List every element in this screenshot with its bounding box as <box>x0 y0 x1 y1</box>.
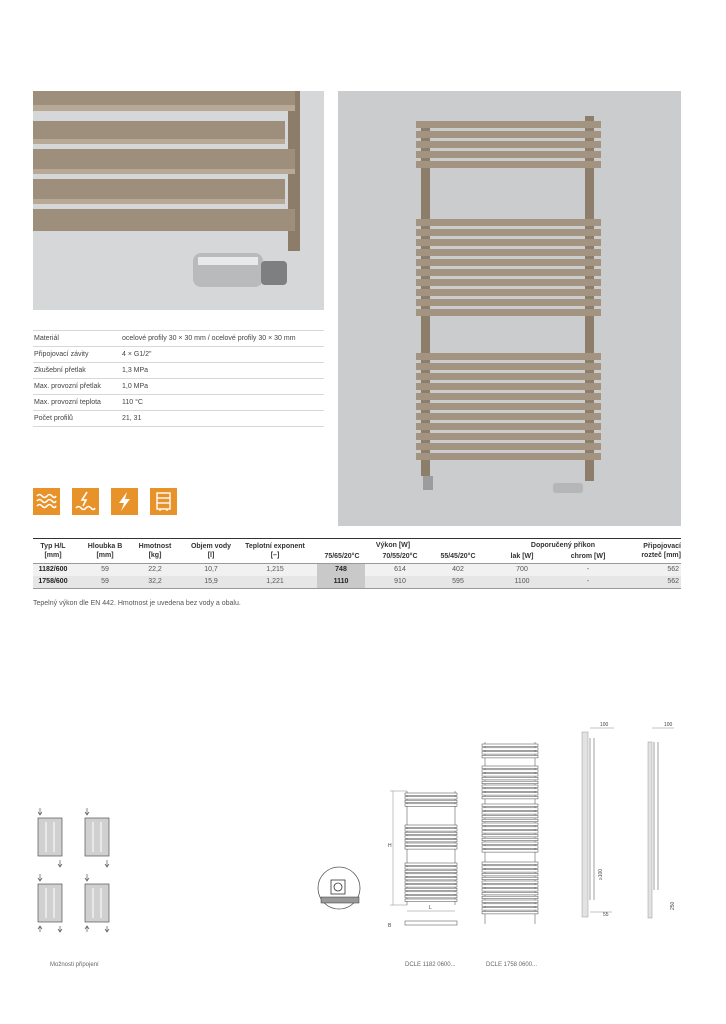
cell-exponent: 1,221 <box>266 578 284 585</box>
rail <box>416 433 601 440</box>
water-electric-icon <box>72 488 99 515</box>
dim-L: L <box>429 905 432 911</box>
connection-options-diagram <box>30 800 120 940</box>
rail <box>416 299 601 306</box>
rail <box>482 789 538 792</box>
header-text: Objem vody <box>190 543 232 550</box>
spec-value: 1,0 MPa <box>122 383 149 390</box>
rail <box>405 899 457 902</box>
rail <box>482 834 538 837</box>
rail <box>482 873 538 876</box>
rail <box>482 831 538 834</box>
rail <box>416 289 601 296</box>
table-row <box>33 576 681 589</box>
rail <box>482 796 538 799</box>
header-depth <box>85 542 125 560</box>
rail <box>482 777 538 780</box>
rail <box>416 279 601 286</box>
header-unit: [–] <box>270 552 280 559</box>
rail <box>405 874 457 877</box>
electric-icon <box>111 488 138 515</box>
rail <box>482 900 538 903</box>
header-unit: [kg] <box>148 552 162 559</box>
rail <box>482 770 538 773</box>
rail <box>416 141 601 148</box>
rail <box>482 785 538 788</box>
rail <box>405 825 457 828</box>
rail <box>416 229 601 236</box>
rail <box>482 804 538 807</box>
rail <box>416 269 601 276</box>
header-text: Typ H/L <box>40 543 66 550</box>
cell-t1: 748 <box>317 564 365 576</box>
rail <box>482 793 538 796</box>
spec-value: ocelové profily 30 × 30 mm / ocelové profily 30 × 30 mm <box>122 335 296 342</box>
rail <box>416 121 601 128</box>
header-input: Doporučený příkon <box>530 542 596 549</box>
rail <box>482 892 538 895</box>
cell-depth: 59 <box>101 578 109 585</box>
product-photo-detail <box>33 91 324 310</box>
cell-type: 1758/600 <box>38 578 68 585</box>
rail <box>405 885 457 888</box>
header-unit: [l] <box>207 552 215 559</box>
rail <box>482 766 538 769</box>
rail <box>405 836 457 839</box>
rail <box>405 881 457 884</box>
rail <box>482 850 538 853</box>
rail <box>482 808 538 811</box>
rail <box>405 870 457 873</box>
cell-t2: 614 <box>394 566 406 573</box>
spec-row <box>33 395 324 411</box>
dim-B: B <box>388 923 392 929</box>
cell-t3: 595 <box>452 578 464 585</box>
rail <box>482 748 538 751</box>
rail <box>482 911 538 914</box>
cell-lak: 700 <box>516 566 528 573</box>
rail <box>482 744 538 747</box>
towel-rail-icon <box>150 488 177 515</box>
model2-caption: DCLE 1758 0600... <box>486 962 538 968</box>
rail <box>482 846 538 849</box>
header-unit: [mm] <box>44 552 62 559</box>
header-type <box>33 542 73 560</box>
cell-spacing: 562 <box>667 566 679 573</box>
rail <box>482 838 538 841</box>
rail <box>482 908 538 911</box>
header-text: Hmotnost <box>138 543 172 550</box>
cell-spacing: 562 <box>667 578 679 585</box>
valve-detail-diagram <box>309 866 373 916</box>
rail <box>482 755 538 758</box>
cell-t2: 910 <box>394 578 406 585</box>
rail <box>482 885 538 888</box>
header-chrom: chrom [W] <box>570 553 606 560</box>
spec-row <box>33 347 324 363</box>
rail <box>482 862 538 865</box>
rail <box>405 832 457 835</box>
rail <box>416 131 601 138</box>
dim-100a: 100 <box>600 722 609 728</box>
rail <box>405 793 457 796</box>
header-lak: lak [W] <box>510 553 534 560</box>
cell-exponent: 1,215 <box>266 566 284 573</box>
rail <box>482 823 538 826</box>
spec-value: 4 × G1/2" <box>122 351 152 358</box>
rail <box>416 383 601 390</box>
header-weight <box>133 542 177 560</box>
rail <box>405 867 457 870</box>
rail <box>405 829 457 832</box>
rail <box>482 781 538 784</box>
rail <box>405 839 457 842</box>
header-t2: 70/55/20°C <box>382 553 418 560</box>
rail <box>416 259 601 266</box>
rail <box>416 443 601 450</box>
spec-label: Materiál <box>34 335 59 342</box>
model1-caption: DCLE 1182 0600... <box>405 962 456 968</box>
rail <box>405 892 457 895</box>
rail <box>416 161 601 168</box>
product-photo-full <box>338 91 681 526</box>
rail <box>416 423 601 430</box>
rail <box>482 896 538 899</box>
rail <box>482 812 538 815</box>
rail <box>405 863 457 866</box>
cell-chrom: - <box>586 566 590 573</box>
rail <box>405 800 457 803</box>
spec-label: Max. provozní přetlak <box>34 383 101 390</box>
footnote: Tepelný výkon dle EN 442. Hmotnost je uvedena bez vody a obalu. <box>33 600 241 607</box>
rail <box>482 866 538 869</box>
performance-table <box>33 538 681 589</box>
rail <box>416 239 601 246</box>
spec-label: Max. provozní teplota <box>34 399 101 406</box>
table-header <box>33 538 681 564</box>
rail <box>416 393 601 400</box>
model2-drawing <box>480 738 540 928</box>
rail <box>416 219 601 226</box>
table-row <box>33 564 681 576</box>
header-output: Výkon [W] <box>375 542 411 549</box>
spec-label: Připojovací závity <box>34 351 89 358</box>
cell-lak: 1100 <box>514 578 530 585</box>
side-view-drawings <box>570 720 682 925</box>
dim-100b: 100 <box>664 722 673 728</box>
spec-row <box>33 363 324 379</box>
rail <box>416 309 601 316</box>
rail <box>405 888 457 891</box>
spec-label: Počet profilů <box>34 415 73 422</box>
header-unit: [mm] <box>96 552 114 559</box>
rail <box>482 889 538 892</box>
rail <box>405 804 457 807</box>
cell-t3: 402 <box>452 566 464 573</box>
rail <box>416 413 601 420</box>
rail <box>416 249 601 256</box>
dim-H: H <box>388 843 392 849</box>
rail <box>482 904 538 907</box>
water-heating-icon <box>33 488 60 515</box>
header-volume <box>183 542 239 560</box>
rail <box>482 827 538 830</box>
spec-value: 21, 31 <box>122 415 142 422</box>
rail <box>405 843 457 846</box>
header-unit: rozteč [mm] <box>641 552 681 559</box>
rail <box>482 881 538 884</box>
rail <box>405 895 457 898</box>
header-t1: 75/65/20°C <box>324 553 360 560</box>
dim-55: 55 <box>603 912 609 918</box>
rail <box>405 877 457 880</box>
cell-volume: 15,9 <box>204 578 218 585</box>
spec-label: Zkušební přetlak <box>34 367 86 374</box>
rail <box>482 815 538 818</box>
rail <box>482 877 538 880</box>
header-text: Teplotní exponent <box>245 543 305 550</box>
rail <box>482 819 538 822</box>
dim-ge100: ≥100 <box>598 868 604 880</box>
rail <box>416 363 601 370</box>
cell-t1: 1110 <box>317 576 365 588</box>
cell-weight: 22,2 <box>148 566 162 573</box>
connection-caption: Možnosti připojení <box>50 962 99 968</box>
cell-volume: 10,7 <box>204 566 218 573</box>
rail <box>482 842 538 845</box>
cell-chrom: - <box>586 578 590 585</box>
header-t3: 55/45/20°C <box>440 553 476 560</box>
cell-type: 1182/600 <box>38 566 68 573</box>
spec-value: 1,3 MPa <box>122 367 149 374</box>
cell-depth: 59 <box>101 566 109 573</box>
dim-250: 250 <box>670 901 676 910</box>
header-text: Připojovací <box>643 543 681 550</box>
spec-row <box>33 411 324 427</box>
rail <box>482 870 538 873</box>
spec-row <box>33 330 324 347</box>
spec-table <box>33 330 324 427</box>
header-spacing <box>621 542 681 560</box>
rail <box>405 797 457 800</box>
rail <box>416 353 601 360</box>
rail <box>482 774 538 777</box>
cell-weight: 32,2 <box>148 578 162 585</box>
rail <box>405 847 457 850</box>
rail <box>416 151 601 158</box>
rail <box>416 373 601 380</box>
header-exponent <box>239 542 311 560</box>
rail <box>416 403 601 410</box>
model1-drawing <box>385 785 465 935</box>
spec-value: 110 °C <box>122 399 143 406</box>
spec-row <box>33 379 324 395</box>
rail <box>482 752 538 755</box>
feature-icons <box>33 488 177 515</box>
header-text: Hloubka B <box>87 543 123 550</box>
rail <box>416 453 601 460</box>
